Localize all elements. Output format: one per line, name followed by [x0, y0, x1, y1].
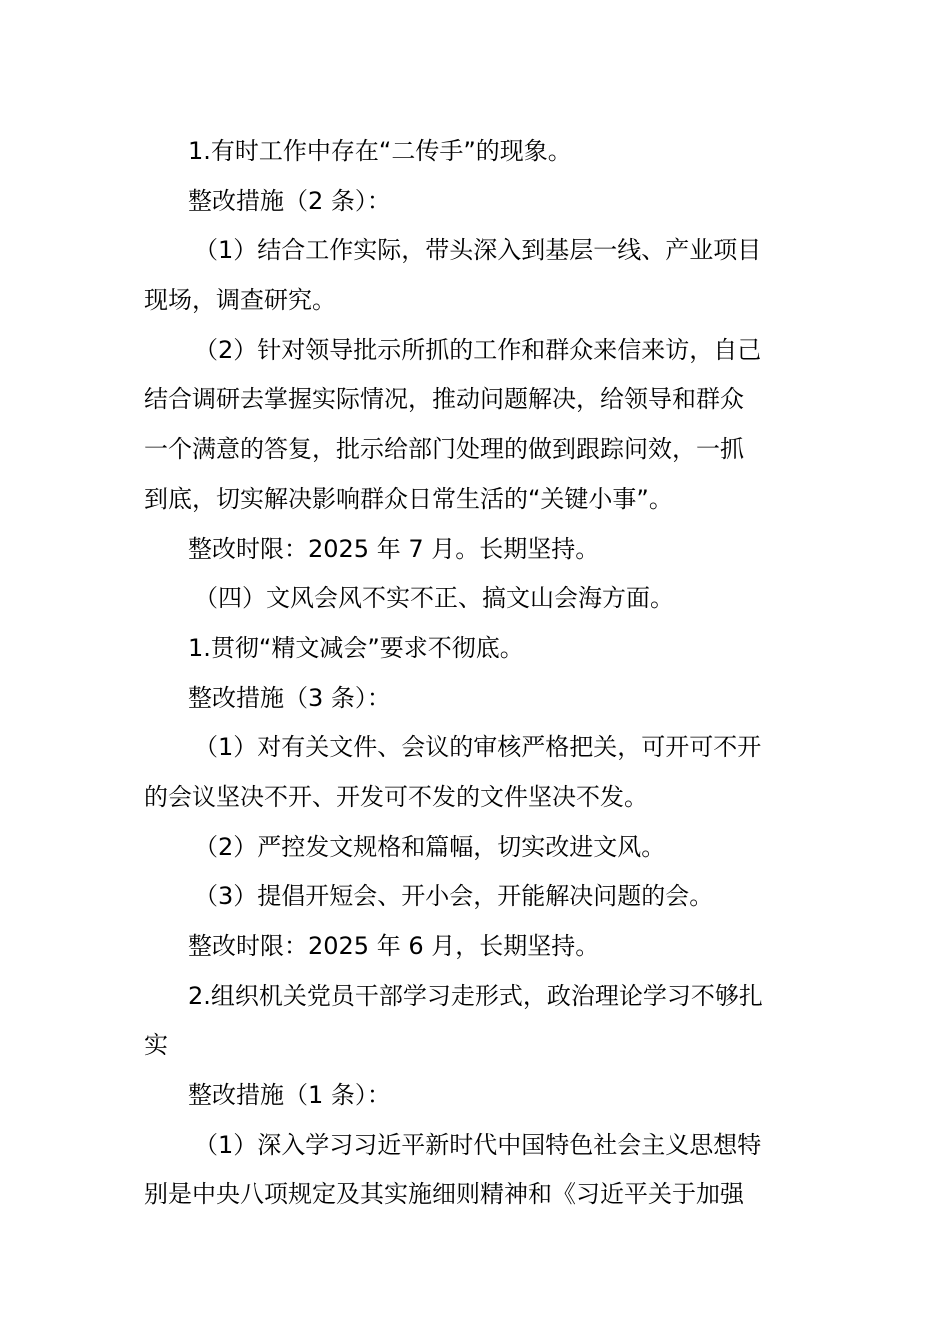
issue-heading: 1.贯彻“精文减会”要求不彻底。: [188, 633, 524, 662]
issue-heading: 1.有时工作中存在“二传手”的现象。: [188, 137, 572, 165]
measure-item-continued: 一个满意的答复，批示给部门处理的做到跟踪问效，一抓: [144, 435, 744, 464]
issue-heading-continued: 实: [144, 1031, 168, 1060]
deadline-text: 整改时限：2025 年 6 月，长期坚持。: [188, 932, 600, 960]
deadline-text: 整改时限：2025 年 7 月。长期坚持。: [188, 534, 600, 563]
measure-item: （1）深入学习习近平新时代中国特色社会主义思想特: [194, 1130, 762, 1159]
issue-heading: 2.组织机关党员干部学习走形式，政治理论学习不够扎: [188, 981, 763, 1010]
document-body: [144, 127, 806, 1220]
measure-item: （3）提倡开短会、开小会，开能解决问题的会。: [194, 882, 714, 911]
measures-heading: 整改措施（3 条）：: [188, 683, 391, 712]
measure-item: （2）严控发文规格和篇幅，切实改进文风。: [194, 832, 666, 861]
measure-item: （1）结合工作实际，带头深入到基层一线、产业项目: [194, 236, 762, 265]
measures-heading: 整改措施（1 条）：: [188, 1081, 391, 1110]
measure-item-continued: 的会议坚决不开、开发可不发的文件坚决不发。: [144, 782, 648, 811]
measure-item: （2）针对领导批示所抓的工作和群众来信来访，自己: [194, 335, 762, 364]
measure-item-continued: 别是中央八项规定及其实施细则精神和《习近平关于加强: [144, 1180, 744, 1209]
measure-item: （1）对有关文件、会议的审核严格把关，可开可不开: [194, 733, 762, 762]
measures-heading: 整改措施（2 条）：: [188, 186, 391, 215]
section-heading: （四）文风会风不实不正、搞文山会海方面。: [194, 584, 674, 613]
measure-item-continued: 到底，切实解决影响群众日常生活的“关键小事”。: [144, 484, 673, 513]
measure-item-continued: 现场，调查研究。: [144, 286, 336, 315]
measure-item-continued: 结合调研去掌握实际情况，推动问题解决，给领导和群众: [144, 385, 744, 414]
